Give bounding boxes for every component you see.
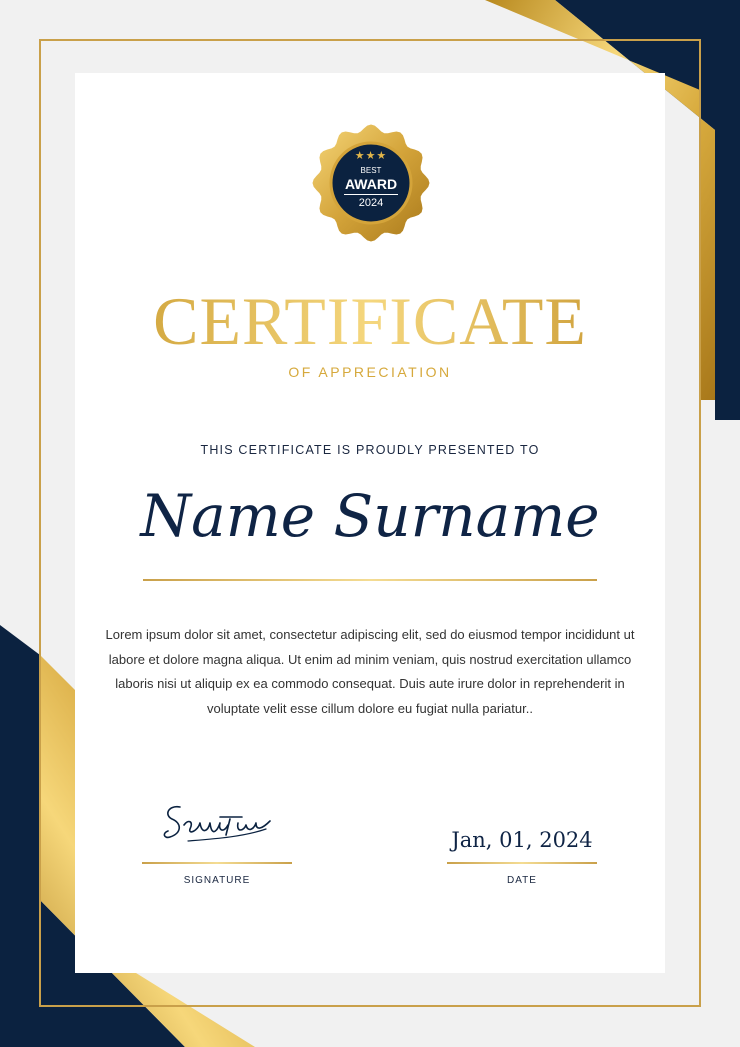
certificate-title: CERTIFICATE xyxy=(75,282,665,361)
date-line xyxy=(447,862,597,864)
date-value: Jan, 01, 2024 xyxy=(451,828,593,852)
badge-line-award: AWARD xyxy=(344,176,398,192)
signature-line xyxy=(142,862,292,864)
badge-year: 2024 xyxy=(358,197,384,209)
signature-scribble xyxy=(158,795,278,855)
name-underline xyxy=(143,579,597,581)
star-icon: ★★★ xyxy=(354,150,388,162)
badge-line-best: BEST xyxy=(360,166,382,175)
signature-label: SIGNATURE xyxy=(183,875,251,886)
award-badge-icon xyxy=(308,124,434,242)
presented-to-text: THIS CERTIFICATE IS PROUDLY PRESENTED TO xyxy=(200,443,540,457)
certificate-body-text: Lorem ipsum dolor sit amet, consectetur adipiscing elit, sed do eiusmod tempor incididunt ut labore et dolore magna aliqua. Ut enim ad minim veniam, quis nostrud exercitation ullamco laboris nisi ut aliquip ex ea commodo consequat. Duis aute irure dolor in reprehenderit in voluptate velit esse cillum dolore eu fugiat nulla pariatur.. xyxy=(105,627,635,716)
recipient-name: Name Surname xyxy=(140,482,600,550)
badge-divider xyxy=(344,194,398,195)
certificate-subtitle: OF APPRECIATION xyxy=(288,364,452,380)
date-label: DATE xyxy=(507,875,537,886)
